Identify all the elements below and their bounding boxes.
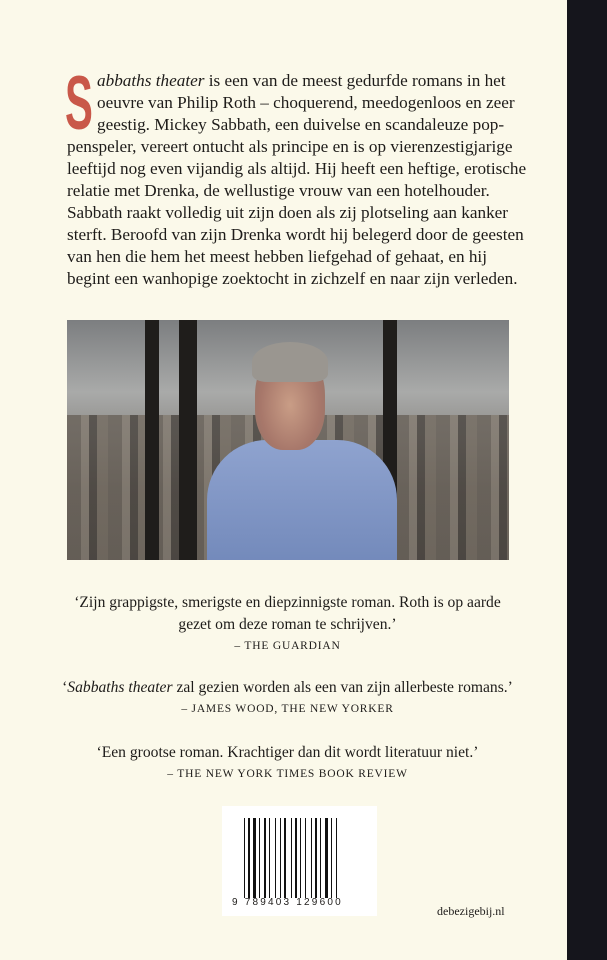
window-frame — [145, 320, 159, 560]
barcode-bar — [282, 818, 283, 898]
blurb-line: begint een wanhopige zoektocht in zichzelf en naar zijn verleden. — [67, 269, 518, 288]
quote-source: – JAMES WOOD, THE NEW YORKER — [181, 703, 394, 715]
quote-source: – THE NEW YORK TIMES BOOK REVIEW — [167, 768, 408, 780]
barcode-bar — [287, 818, 290, 898]
book-spine — [567, 0, 607, 960]
barcode-bar — [277, 818, 279, 898]
barcode-bar — [269, 818, 270, 898]
blurb-line — [67, 70, 517, 92]
barcode-bar — [264, 818, 266, 898]
isbn-number: 9 789403 129600 — [232, 897, 343, 908]
book-title: Sabbaths theater — [67, 679, 173, 696]
barcode-bar — [293, 818, 294, 898]
barcode-bar — [336, 818, 337, 898]
author-shirt — [207, 440, 397, 560]
review-quote — [40, 677, 535, 719]
blurb-line: oeuvre van Philip Roth – choquerend, meedogenloos en zeer — [97, 93, 515, 112]
barcode-bar — [338, 818, 339, 898]
barcode-bars — [244, 818, 356, 898]
barcode-bar — [313, 818, 314, 898]
barcode-bar — [251, 818, 252, 898]
barcode-bar — [315, 818, 317, 898]
author-photo — [67, 320, 509, 560]
blurb-line: Sabbath raakt volledig uit zijn doen als zij plotseling aan kanker — [67, 203, 509, 222]
barcode-bar — [318, 818, 319, 898]
quote-text: ‘Een grootse roman. Krachtiger dan dit wordt literatuur niet.’ — [96, 744, 479, 761]
barcode-bar — [331, 818, 332, 898]
barcode-bar — [302, 818, 304, 898]
quote-text: zal gezien worden als een van zijn allerbeste romans.’ — [172, 679, 513, 696]
barcode-bar — [298, 818, 299, 898]
barcode-bar — [246, 818, 247, 898]
review-quote — [40, 592, 535, 656]
barcode-bar — [275, 818, 276, 898]
author-hair — [252, 342, 328, 382]
blurb-line: penspeler, vereert ontucht als principe en is op vierenzestigjarige — [67, 137, 513, 156]
quote-text: ‘Zijn grappigste, smerigste en diepzinnigste roman. Roth is op aarde — [74, 594, 501, 611]
barcode-bar — [248, 818, 250, 898]
barcode-bar — [305, 818, 306, 898]
barcode-bar — [325, 818, 328, 898]
blurb — [65, 61, 527, 290]
blurb-text: is een van de meest gedurfde romans in het — [204, 71, 506, 90]
barcode-bar — [300, 818, 301, 898]
barcode-bar — [291, 818, 292, 898]
quote-text: gezet om deze roman te schrijven.’ — [178, 616, 397, 633]
barcode-bar — [320, 818, 321, 898]
isbn-barcode — [222, 806, 377, 916]
drop-cap: S — [65, 61, 93, 146]
publisher-website: debezigebij.nl — [437, 904, 505, 918]
barcode-bar — [267, 818, 268, 898]
blurb-line: geestig. Mickey Sabbath, een duivelse en scandaleuze pop- — [97, 115, 505, 134]
quote-mark: ‘ — [62, 679, 68, 696]
blurb-line: leeftijd nog even vijandig als altijd. Hij heeft een heftige, erotische — [67, 159, 527, 178]
quote-source: – THE GUARDIAN — [234, 640, 341, 652]
review-quote — [40, 742, 535, 784]
barcode-bar — [329, 818, 330, 898]
blurb-line: van hen die hem het meest hebben liefgehad of gehaat, en hij — [67, 247, 487, 266]
book-title: abbaths theater — [97, 71, 205, 90]
barcode-bar — [295, 818, 297, 898]
barcode-bar — [280, 818, 281, 898]
barcode-bar — [311, 818, 312, 898]
barcode-bar — [322, 818, 324, 898]
blurb-line: sterft. Beroofd van zijn Drenka wordt hij belegerd door de geesten — [67, 225, 524, 244]
barcode-bar — [244, 818, 245, 898]
barcode-bar — [253, 818, 256, 898]
window-frame — [179, 320, 197, 560]
barcode-bar — [284, 818, 286, 898]
barcode-bar — [333, 818, 335, 898]
barcode-bar — [271, 818, 274, 898]
barcode-bar — [257, 818, 258, 898]
barcode-bar — [307, 818, 310, 898]
barcode-bar — [261, 818, 263, 898]
barcode-bar — [259, 818, 260, 898]
blurb-line: relatie met Drenka, de wellustige vrouw van een hotelhouder. — [67, 181, 490, 200]
